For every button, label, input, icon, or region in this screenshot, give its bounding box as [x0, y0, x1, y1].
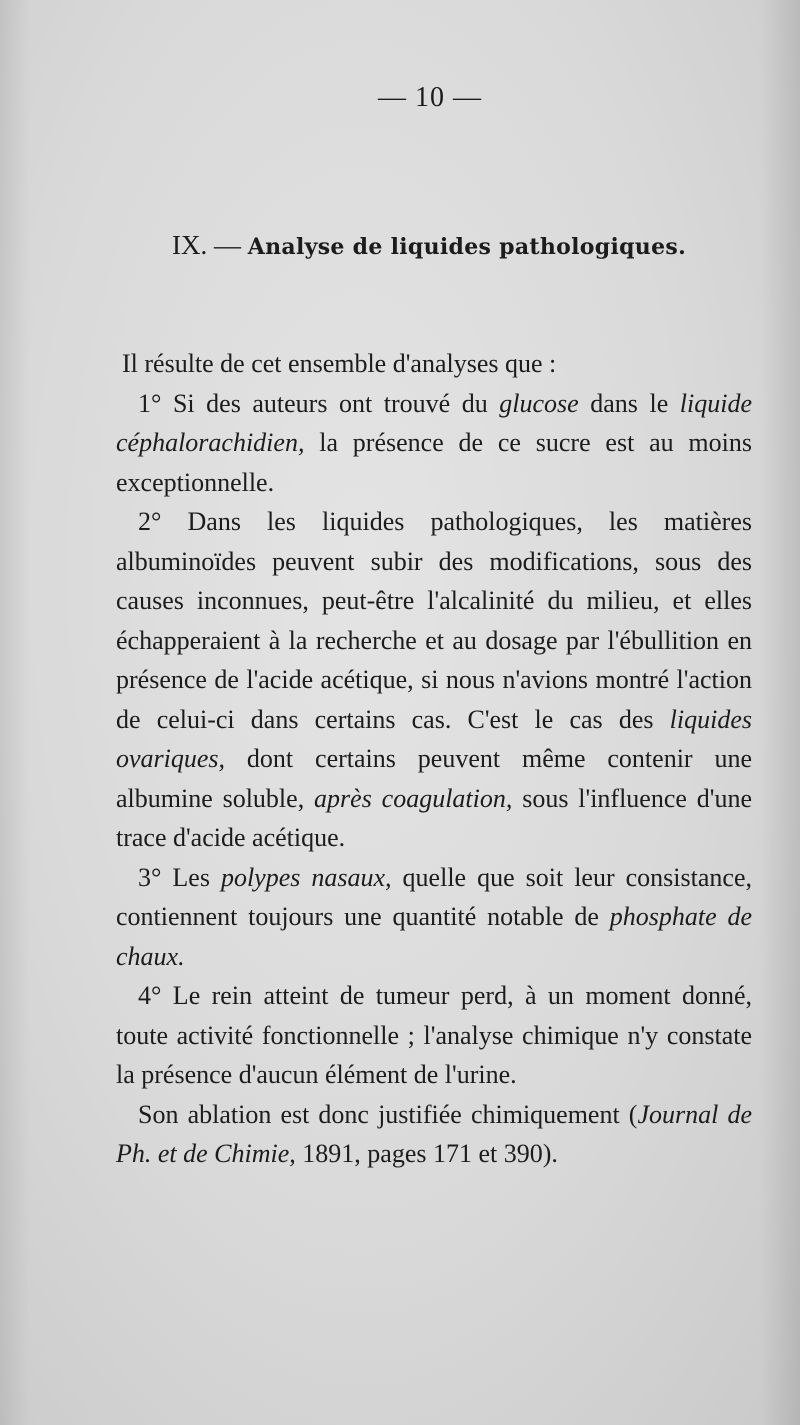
conclusion-1-text: 1° Si des auteurs ont trouvé du [138, 388, 500, 418]
glucose-term: glucose [499, 388, 579, 418]
body-text [116, 344, 752, 1174]
polypes-term: polypes nasaux, [220, 862, 392, 892]
liquide-term: liquide céphalorachidien, [116, 388, 752, 457]
section-title: Analyse de liquides pathologiques. [247, 234, 687, 260]
page-number: — 10 — [378, 82, 482, 113]
conclusion-3-paragraph [116, 858, 752, 977]
section-heading [172, 230, 686, 261]
conclusion-2-text-b: dont certains peuvent même contenir une albumine soluble, [116, 744, 752, 813]
ovariques-term: liquides ovariques, [116, 704, 752, 773]
conclusion-3-text-b: quelle que soit leur consistance, contiennent toujours une quantité notable de [116, 862, 752, 931]
conclusion-1-text-b: dans le [578, 388, 680, 418]
conclusion-4-paragraph: 4° Le rein atteint de tumeur perd, à un moment donné, toute activité fonctionnelle ; l'analyse chimique n'y constate la présence d'aucun élément de l'urine. [116, 981, 752, 1089]
conclusion-1-paragraph [116, 384, 752, 503]
conclusion-2-paragraph [116, 502, 752, 858]
phosphate-term: phosphate de chaux. [116, 902, 753, 971]
conclusion-3-text: 3° Les [138, 862, 221, 892]
conclusion-5-text: Son ablation est donc justifiée chimiquement ( [138, 1099, 638, 1129]
page-shadow-right [760, 0, 800, 1425]
conclusion-5-text-b: 1891, pages 171 et 390). [295, 1139, 558, 1168]
conclusion-2-text: 2° Dans les liquides pathologiques, les matières albuminoïdes peuvent subir des modifications, sous des causes inconnues, peut-être l'alcalinité du milieu, et elles échapperaient à la recherche et au dosage par l'ébullition en présence de l'acide acétique, si nous n'avions montré l'action de celui-ci dans certains cas. C'est le cas des [116, 507, 752, 734]
page-shadow-left [0, 0, 30, 1425]
conclusion-5-paragraph [116, 1095, 752, 1174]
journal-citation: Journal de Ph. et de Chimie, [116, 1099, 753, 1168]
conclusion-1-text-c: la présence de ce sucre est au moins exceptionnelle. [116, 428, 752, 497]
section-number: IX. — [172, 230, 248, 260]
conclusion-2-text-c: sous l'influence d'une trace d'acide acétique. [116, 783, 752, 852]
intro-paragraph: Il résulte de cet ensemble d'analyses que : [122, 349, 557, 378]
apres-coagulation-term: après coagulation, [314, 783, 513, 813]
